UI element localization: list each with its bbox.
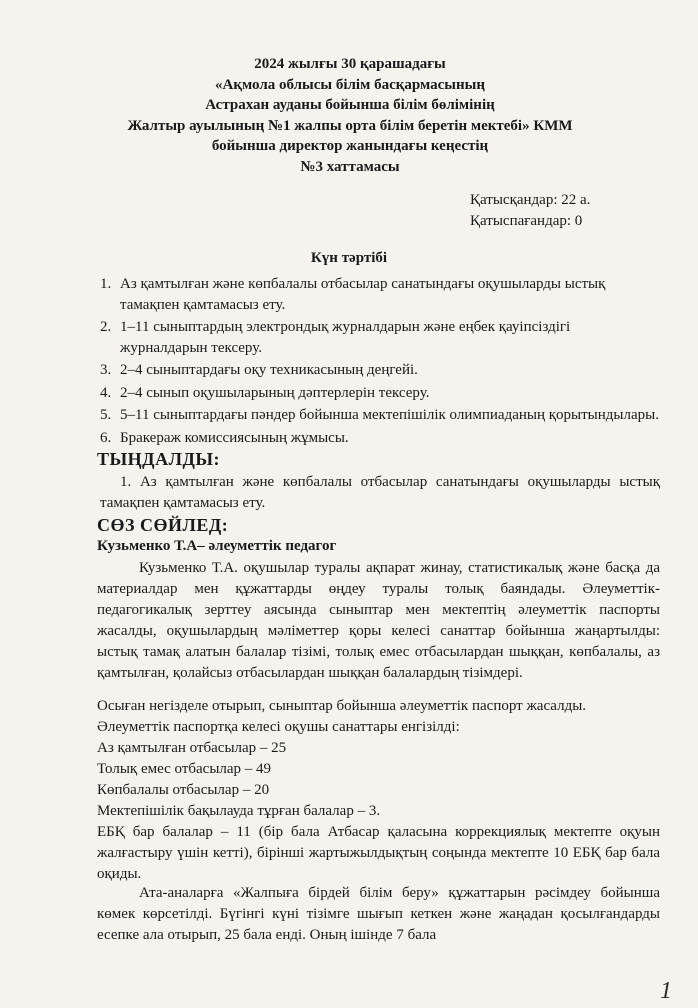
agenda-item: 5. 5–11 сыныптардағы пәндер бойынша мектепішілік олимпиаданың қорытындылары. xyxy=(100,407,659,423)
stat-line: Толық емес отбасылар – 49 xyxy=(97,761,272,777)
header-org-line: «Ақмола облысы білім басқармасының xyxy=(215,76,485,93)
agenda-item: 1. Аз қамтылған және көпбалалы отбасылар санатындағы оқушыларды ыстық тамақпен қамтамасыз ету. xyxy=(100,276,606,313)
protocol-header xyxy=(100,54,600,177)
stat-line: Аз қамтылған отбасылар – 25 xyxy=(97,740,287,756)
present-count: Қатысқандар: 22 а. xyxy=(470,192,591,208)
stat-line: Көпбалалы отбасылар – 20 xyxy=(97,782,270,798)
protocol-number: №3 хаттамасы xyxy=(300,158,400,175)
header-org-line: Астрахан ауданы бойынша білім бөлімінің xyxy=(205,97,495,113)
agenda-list xyxy=(100,274,660,450)
header-council: бойынша директор жанындағы кеңестің xyxy=(211,138,489,154)
report-paragraph: Әлеуметтік паспортқа келесі оқушы санаттары енгізілді: xyxy=(97,719,460,735)
agenda-item: 4. 2–4 сынып оқушыларының дәптерлерін тексеру. xyxy=(100,384,430,401)
agenda-item: 6. Бракераж комиссиясының жұмысы. xyxy=(100,429,349,446)
report-paragraph: Ата-аналарға «Жалпыға бірдей білім беру» құжаттарын рәсімдеу бойынша көмек көрсетілді. Бүгінгі күні тізімге шығып кеткен және жаңадан қосылғандарды есепке ала отырып, 25 бала енді. Оның ішінде 7 бала xyxy=(97,885,660,943)
attendance-block xyxy=(470,190,590,232)
agenda-item: 2. 1–11 сыныптардың электрондық журналдарын және еңбек қауіпсіздігі журналдарын тексеру. xyxy=(100,319,571,356)
header-date: 2024 жылғы 30 қарашадағы xyxy=(254,56,446,72)
heard-heading: ТЫҢДАЛДЫ: xyxy=(97,449,221,469)
heard-text: 1. Аз қамтылған және көпбалалы отбасылар санатындағы оқушыларды ыстық тамақпен қамтамасыз ету. xyxy=(100,474,660,511)
agenda-title: Күн тәртібі xyxy=(310,250,388,266)
report-paragraph: Кузьменко Т.А. оқушылар туралы ақпарат жинау, статистикалық және басқа да материалдар мен құжаттарды өңдеу туралы толық баяндады. Әлеуметтік-педагогикалық зерттеу аясында сыныптар мен мектептің әлеуметтік паспорты жасалды, оқушылардың мәліметтер қоры келесі санаттар бойынша жаңартылды: ыстық тамақ алатын балалар тізімі, толық емес отбасылардан шыққан, көпбалалы, аз қамтылған, қолайсыз отбасылардан шыққан балалардың тізімдері. xyxy=(97,560,660,681)
absent-count: Қатыспағандар: 0 xyxy=(470,213,583,229)
stat-line: Мектепішілік бақылауда тұрған балалар – 3. xyxy=(97,803,381,819)
report-paragraph: Осыған негізделе отырып, сыныптар бойынша әлеуметтік паспорт жасалды. xyxy=(97,698,587,714)
agenda-item: 3. 2–4 сыныптардағы оқу техникасының деңгейі. xyxy=(100,362,418,378)
spoke-heading: СӨЗ СӨЙЛЕД: xyxy=(97,515,229,535)
header-org-line: Жалтыр ауылының №1 жалпы орта білім беретін мектебі» КММ xyxy=(127,117,573,134)
speaker-name: Кузьменко Т.А– әлеуметтік педагог xyxy=(97,538,337,554)
page-number: 1 xyxy=(660,978,672,1004)
report-paragraph: ЕБҚ бар балалар – 11 (бір бала Атбасар қаласына коррекциялық мектепте оқуын жалғастыру үшін кетті), бірінші жартыжылдықтың соңында мектепте 10 ЕБҚ бар бала оқиды. xyxy=(97,824,660,882)
